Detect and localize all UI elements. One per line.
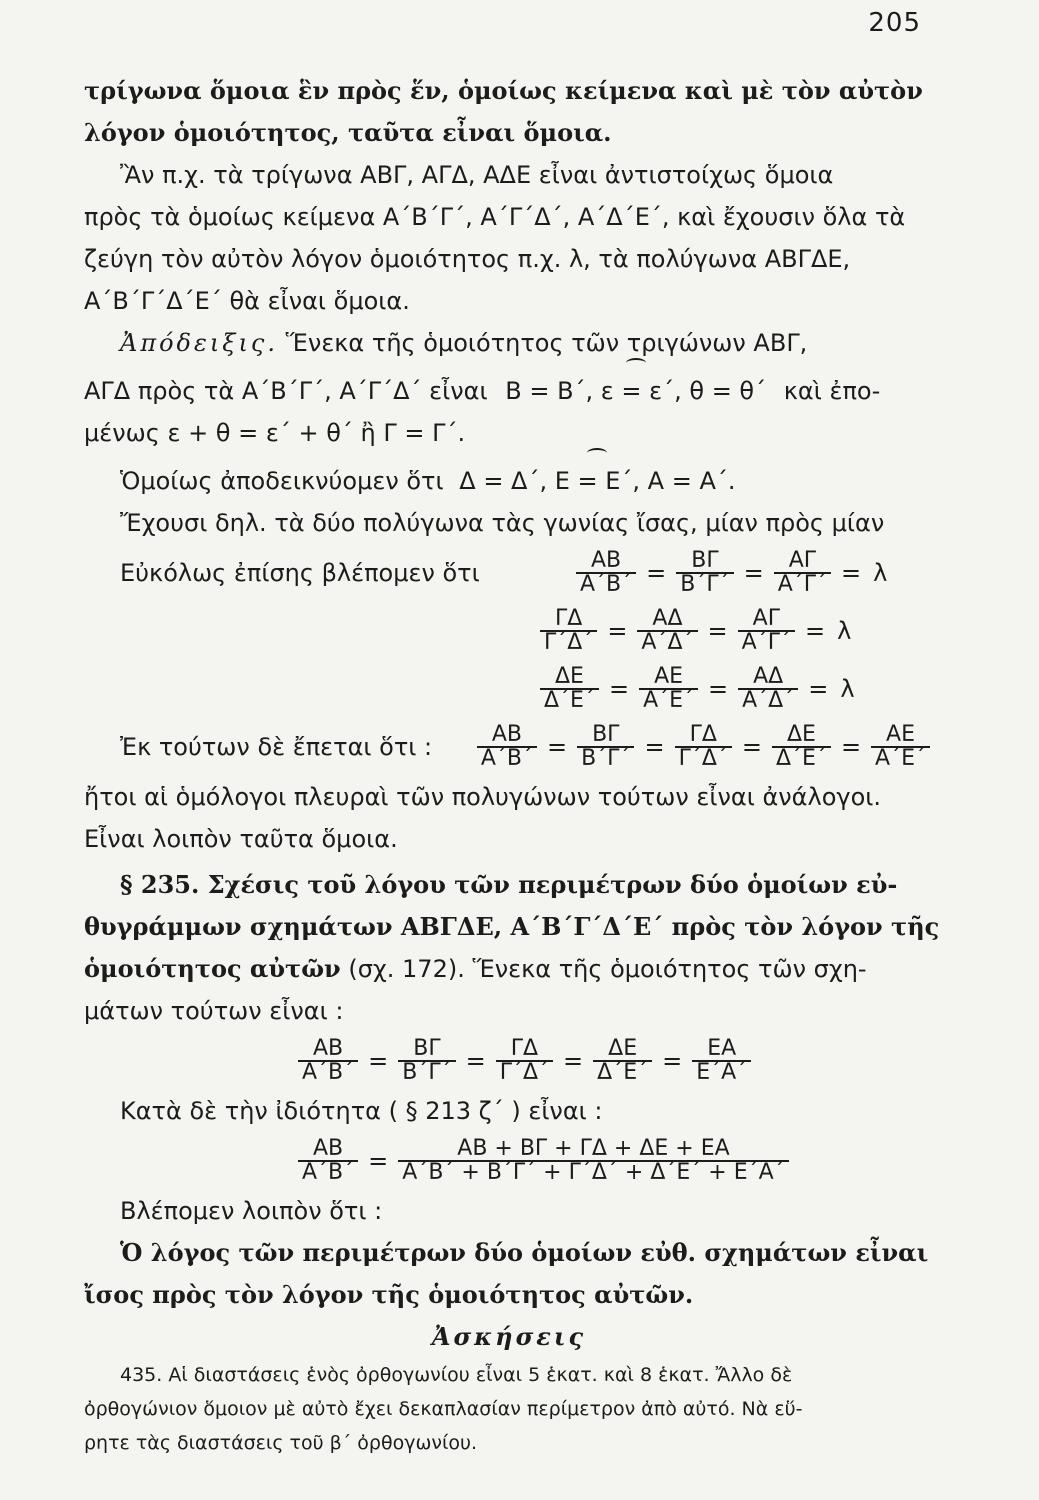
fraction	[871, 724, 930, 770]
fraction	[298, 1038, 358, 1084]
denominator: Α΄Ε΄	[871, 746, 930, 770]
body-line: Εἶναι λοιπὸν ταῦτα ὅμοια.	[84, 825, 398, 853]
operator: =	[841, 559, 862, 587]
conclusion-row	[84, 718, 934, 776]
fraction	[637, 608, 697, 654]
fraction	[639, 666, 698, 712]
ratio-equation	[536, 608, 857, 654]
exercises-title: Ἀσκήσεις	[431, 1322, 587, 1351]
proof-text: καὶ ἐπο-	[783, 377, 881, 405]
proof-text: Ἐκ τούτων δὲ ἔπεται ὅτι :	[120, 733, 433, 761]
denominator: Δ΄Ε΄	[540, 688, 599, 712]
numerator: ΕΑ	[707, 1036, 737, 1061]
denominator: Γ΄Δ΄	[540, 630, 597, 654]
ratio-row	[84, 660, 934, 718]
operator: =	[646, 559, 667, 587]
section-text: (σχ. 172). Ἕνεκα τῆς ὁμοιότητος τῶν σχη-	[348, 955, 867, 983]
example-line: Ἂν π.χ. τὰ τρίγωνα ΑΒΓ, ΑΓΔ, ΑΔΕ εἶναι ἀντιστοίχως ὅμοια	[120, 161, 834, 189]
numerator: ΒΓ	[691, 548, 719, 573]
fraction	[540, 608, 597, 654]
fraction	[298, 1138, 358, 1184]
proof-text: Ὁμοίως ἀποδεικνύομεν ὅτι	[120, 467, 444, 495]
denominator: Ε΄Α΄	[692, 1060, 751, 1084]
proof-line	[84, 460, 934, 502]
numerator: ΓΔ	[689, 722, 717, 747]
angle-equality: Δ = Δ΄, Ε = Ε΄, Α = Α΄.	[459, 460, 735, 502]
fraction	[540, 666, 599, 712]
operator: =	[465, 1047, 486, 1075]
operator: =	[743, 559, 764, 587]
fraction	[398, 1038, 455, 1084]
proof-text: ΑΓΔ πρὸς τὰ Α΄Β΄Γ΄, Α΄Γ΄Δ΄ εἶναι	[84, 377, 488, 405]
ratio-row	[84, 544, 934, 602]
numerator: ΑΔ	[652, 606, 683, 631]
exercise-line: ὀρθογώνιον ὅμοιον μὲ αὐτὸ ἔχει δεκαπλασίαν περίμετρον ἀπὸ αὐτό. Νὰ εὕ-	[84, 1398, 803, 1420]
proof-line	[84, 370, 934, 412]
numerator: ΑΒ	[591, 548, 622, 573]
denominator: Α΄Β΄	[298, 1160, 358, 1184]
section-heading: § 235. Σχέσις τοῦ λόγου τῶν περιμέτρων δύο ὁμοίων εὐ-	[120, 870, 898, 899]
denominator: Β΄Γ΄	[676, 572, 733, 596]
section-heading	[84, 948, 934, 990]
section-heading-bold: ὁμοιότητος αὐτῶν	[84, 954, 341, 983]
angle-equality: Β = Β΄, ε = ε΄, θ = θ΄	[505, 370, 766, 412]
example-line: ζεύγη τὸν αὐτὸν λόγον ὁμοιότητος π.χ. λ, τὰ πολύγωνα ΑΒΓΔΕ,	[84, 245, 851, 273]
operator: =	[368, 1047, 389, 1075]
section-text: Βλέπομεν λοιπὸν ὅτι :	[120, 1197, 383, 1225]
proof-text: Εὐκόλως ἐπίσης βλέπομεν ὅτι	[120, 559, 480, 587]
numerator: ΒΓ	[592, 722, 620, 747]
theorem-line: Ὁ λόγος τῶν περιμέτρων δύο ὁμοίων εὐθ. σχημάτων εἶναι	[120, 1238, 929, 1267]
operator: =	[708, 675, 729, 703]
example-line: Α΄Β΄Γ΄Δ΄Ε΄ θὰ εἶναι ὅμοια.	[84, 287, 410, 315]
fraction	[738, 666, 798, 712]
ratio-equation	[536, 666, 861, 712]
intro-line: τρίγωνα ὅμοια ἓν πρὸς ἕν, ὁμοίως κείμενα καὶ μὲ τὸν αὐτὸν	[84, 76, 923, 105]
denominator: Α΄Γ΄	[774, 572, 831, 596]
ratio-equation	[473, 724, 934, 770]
numerator: ΑΕ	[654, 664, 684, 689]
operator: =	[607, 617, 628, 645]
proof-line: Ἔχουσι δηλ. τὰ δύο πολύγωνα τὰς γωνίας ἴσας, μίαν πρὸς μίαν	[120, 509, 885, 537]
denominator: Γ΄Δ΄	[496, 1060, 553, 1084]
operator: =	[608, 675, 630, 703]
sum-equation	[84, 1132, 934, 1190]
page-content	[84, 70, 940, 1460]
numerator: ΔΕ	[786, 722, 816, 747]
numerator: ΓΔ	[510, 1036, 539, 1061]
denominator: Α΄Β΄	[477, 746, 537, 770]
operator: =	[546, 733, 568, 761]
denominator: Α΄Ε΄	[639, 688, 698, 712]
proof-line: μένως ε + θ = ε΄ + θ΄ ἢ Γ = Γ΄.	[84, 419, 466, 447]
ratio-equation	[294, 1038, 755, 1084]
numerator: ΑΒ + ΒΓ + ΓΔ + ΔΕ + ΕΑ	[457, 1136, 730, 1161]
section-text: μάτων τούτων εἶναι :	[84, 997, 344, 1025]
fraction	[593, 1038, 652, 1084]
section-heading: θυγράμμων σχημάτων ΑΒΓΔΕ, Α΄Β΄Γ΄Δ΄Ε΄ πρὸς τὸν λόγον τῆς	[84, 912, 940, 941]
denominator: Δ΄Ε΄	[593, 1060, 652, 1084]
numerator: ΑΒ	[491, 722, 522, 747]
proof-line	[84, 322, 934, 364]
denominator: Δ΄Ε΄	[772, 746, 831, 770]
numerator: ΒΓ	[413, 1036, 441, 1061]
page-number: 205	[868, 8, 921, 38]
lambda: λ	[873, 559, 888, 587]
operator: =	[840, 733, 862, 761]
exercise-line: ρητε τὰς διαστάσεις τοῦ β΄ ὀρθογωνίου.	[84, 1432, 478, 1454]
fraction	[772, 724, 831, 770]
denominator: Α΄Δ΄	[738, 688, 798, 712]
fraction	[676, 550, 733, 596]
lambda: λ	[837, 617, 852, 645]
operator: =	[644, 733, 665, 761]
body-line: ἤτοι αἱ ὁμόλογοι πλευραὶ τῶν πολυγώνων τούτων εἶναι ἀνάλογοι.	[84, 783, 882, 811]
denominator: Γ΄Δ΄	[675, 746, 732, 770]
theorem-line: ἴσος πρὸς τὸν λόγον τῆς ὁμοιότητος αὐτῶν.	[84, 1280, 694, 1309]
operator: =	[741, 733, 762, 761]
section-text: Κατὰ δὲ τὴν ἰδιότητα ( § 213 ζ΄ ) εἶναι :	[120, 1097, 603, 1125]
fraction	[738, 608, 795, 654]
fraction	[774, 550, 831, 596]
fraction	[577, 724, 634, 770]
fraction	[675, 724, 732, 770]
operator: =	[662, 1047, 683, 1075]
denominator: Α΄Δ΄	[637, 630, 697, 654]
lambda: λ	[840, 675, 855, 703]
denominator: Α΄Β΄ + Β΄Γ΄ + Γ΄Δ΄ + Δ΄Ε΄ + Ε΄Α΄	[398, 1160, 788, 1184]
numerator: ΔΕ	[555, 664, 584, 689]
numerator: ΓΔ	[555, 606, 583, 631]
numerator: ΑΓ	[788, 548, 817, 573]
operator: =	[804, 617, 826, 645]
ratio-equation	[294, 1138, 793, 1184]
ratio-row	[84, 1032, 934, 1090]
operator: =	[368, 1147, 389, 1175]
operator: =	[707, 617, 728, 645]
denominator: Β΄Γ΄	[398, 1060, 455, 1084]
numerator: ΑΒ	[313, 1136, 344, 1161]
proof-label: Ἀπόδειξις.	[120, 329, 278, 357]
proof-text: Ἕνεκα τῆς ὁμοιότητος τῶν τριγώνων ΑΒΓ,	[285, 329, 808, 357]
numerator: ΑΓ	[752, 606, 780, 631]
fraction	[398, 1138, 788, 1184]
ratio-row	[84, 602, 934, 660]
operator: =	[563, 1047, 584, 1075]
fraction	[496, 1038, 553, 1084]
operator: =	[808, 675, 829, 703]
fraction	[576, 550, 636, 596]
denominator: Α΄Γ΄	[738, 630, 795, 654]
denominator: Α΄Β΄	[576, 572, 636, 596]
example-line: πρὸς τὰ ὁμοίως κείμενα Α΄Β΄Γ΄, Α΄Γ΄Δ΄, Α΄Δ΄Ε΄, καὶ ἔχουσιν ὅλα τὰ	[84, 203, 906, 231]
numerator: ΔΕ	[608, 1036, 638, 1061]
denominator: Α΄Β΄	[298, 1060, 358, 1084]
ratio-equation	[572, 550, 893, 596]
exercise-line: 435. Αἱ διαστάσεις ἑνὸς ὀρθογωνίου εἶναι 5 ἑκατ. καὶ 8 ἑκατ. Ἄλλο δὲ	[120, 1364, 793, 1386]
numerator: ΑΔ	[753, 664, 784, 689]
denominator: Β΄Γ΄	[577, 746, 634, 770]
intro-line: λόγον ὁμοιότητος, ταῦτα εἶναι ὅμοια.	[84, 118, 612, 147]
fraction	[477, 724, 537, 770]
numerator: ΑΕ	[886, 722, 915, 747]
numerator: ΑΒ	[313, 1036, 344, 1061]
fraction	[692, 1038, 751, 1084]
